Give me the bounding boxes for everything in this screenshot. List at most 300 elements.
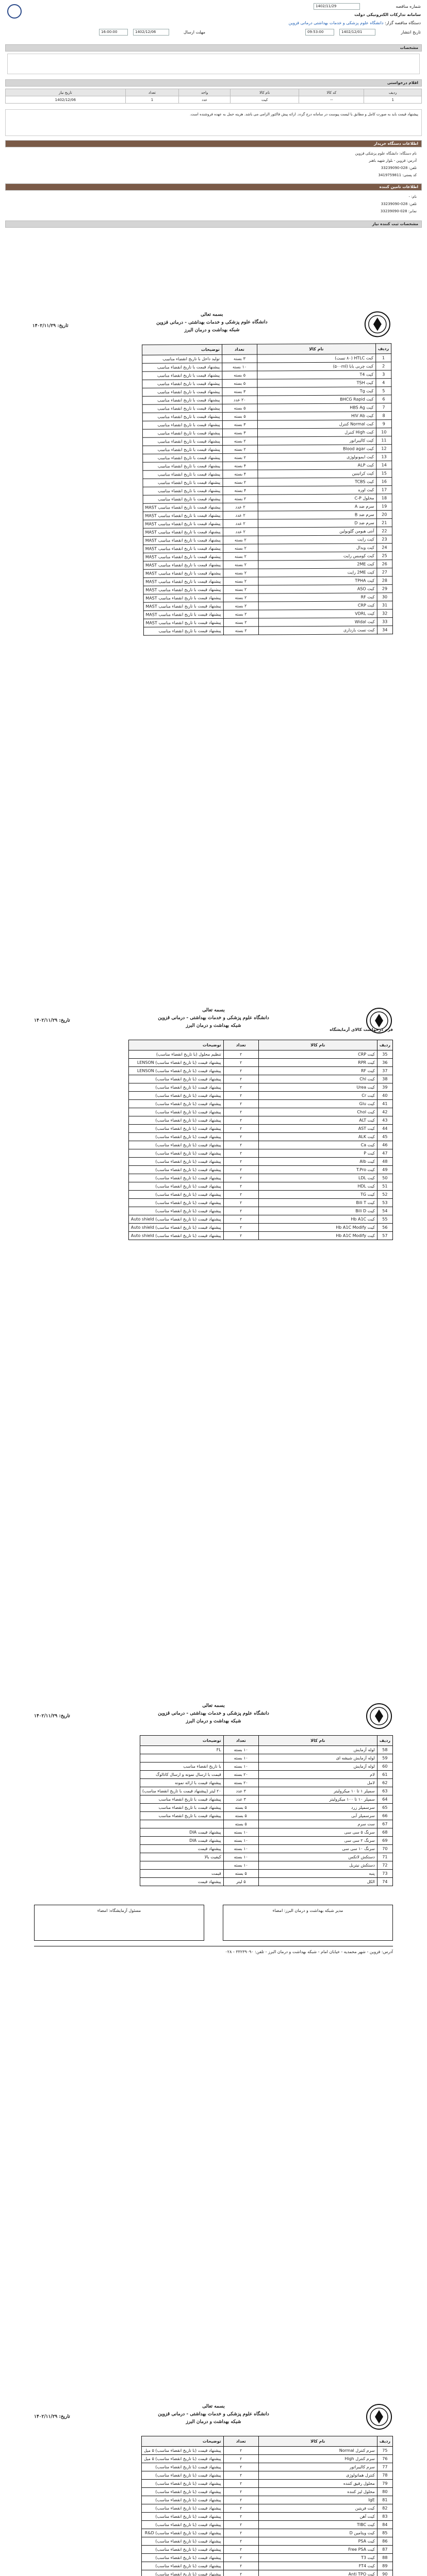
table-cell: پیشنهاد قیمت با تاریخ انقضاء مناسب MAST <box>143 594 223 602</box>
page-title <box>102 1007 325 1030</box>
table-cell: پیشنهاد قیمت (با تاریخ انقضاء مناسب) <box>142 2513 224 2521</box>
table-cell: ۲ <box>223 2562 258 2570</box>
table-row <box>128 1174 392 1182</box>
table-row <box>128 1215 392 1224</box>
table-row <box>142 2570 393 2576</box>
page-title-line: دانشگاه علوم پزشکی و خدمات بهداشتی - درمانی قزوین <box>158 1015 269 1021</box>
table-cell: ۲ <box>223 1166 258 1174</box>
table-cell: 62 <box>377 1779 392 1787</box>
table-cell: 25 <box>376 552 392 560</box>
table-cell: پیشنهاد قیمت (با تاریخ انقضاء مناسب) <box>128 1158 223 1166</box>
table-cell: 75 <box>377 2447 392 2455</box>
table-row <box>142 2529 393 2537</box>
table-cell: دستکش لاتکس <box>258 1853 377 1861</box>
table-cell: کیت TCBS <box>258 478 376 486</box>
items-cell: کیت <box>231 96 299 104</box>
table-cell: پیشنهاد قیمت (با تاریخ انقضاء مناسب) LENSON <box>128 1067 223 1075</box>
table-cell: کیت AST <box>258 1125 377 1133</box>
tender-no-label: شماره مناقصه <box>396 4 421 9</box>
table-row <box>128 1158 392 1166</box>
table-cell: 57 <box>377 1232 392 1240</box>
items-table <box>128 1040 393 1240</box>
table-cell: ۱۰ بسته <box>222 363 257 371</box>
table-cell: کیت Free PSA <box>258 2546 377 2554</box>
page-title-line: دانشگاه علوم پزشکی و خدمات بهداشتی - درمانی قزوین <box>158 2412 269 2417</box>
table-row <box>140 1746 392 1754</box>
table-cell: پیشنهاد قیمت (با تاریخ انقضاء مناسب) <box>128 1199 223 1207</box>
table-cell: ۵ بسته <box>222 371 257 379</box>
university-logo-icon <box>365 2403 393 2431</box>
table-header-cell: تعداد <box>223 1736 258 1746</box>
table-row <box>128 1059 392 1067</box>
table-cell: 21 <box>376 519 392 527</box>
table-cell: ۲ <box>223 1191 258 1199</box>
table-cell: ۲ <box>223 2570 258 2576</box>
table-cell: سرم ضد A <box>258 502 376 511</box>
table-cell: ۵ بسته <box>223 1870 258 1878</box>
table-header-cell: تعداد <box>222 344 257 354</box>
table-cell: کیت PSA <box>258 2537 377 2546</box>
table-cell: 90 <box>377 2570 392 2576</box>
table-cell: پیشنهاد قیمت با تاریخ انقضاء مناسب <box>142 437 222 446</box>
table-row <box>140 1795 392 1804</box>
page-date: تاریخ: ۱۴۰۲/۱۱/۲۹ <box>32 323 69 329</box>
table-cell: IgE <box>258 2496 377 2504</box>
table-cell: ۵ بسته <box>223 1812 258 1820</box>
table-row <box>140 1853 392 1861</box>
table-cell: ۴ بسته <box>223 470 258 478</box>
table-cell: ۲ <box>223 2463 258 2471</box>
table-cell: پیشنهاد قیمت با تاریخ انقضاء مناسب MAST <box>143 585 223 594</box>
table-cell: پیشنهاد قیمت با تاریخ انقضاء مناسب <box>142 429 222 437</box>
table-cell: کیت Tg <box>257 387 376 396</box>
table-cell: کیت RPR <box>258 1059 377 1067</box>
table-cell: 70 <box>377 1845 392 1853</box>
table-cell: 82 <box>377 2504 392 2513</box>
tender-no-field[interactable]: 1402/11/29 <box>314 3 360 10</box>
table-row <box>128 1050 392 1059</box>
table-cell: کیت Urea <box>258 1083 377 1092</box>
table-cell: 51 <box>377 1182 392 1191</box>
table-cell: 20 <box>376 511 392 519</box>
table-cell: ۲ بسته <box>223 594 258 602</box>
table-cell: ۲ <box>223 2455 258 2463</box>
table-cell: ۱۰ بسته <box>223 1754 258 1762</box>
table-cell: ۲ <box>223 1092 258 1100</box>
table-cell: پیشنهاد قیمت (با تاریخ انقضاء مناسب) Auto shield <box>128 1215 223 1224</box>
table-row <box>128 1232 392 1240</box>
table-cell: ۲ <box>223 1108 258 1116</box>
signature-line: مسئول آزمایشگاه: امضاء <box>97 1908 141 1913</box>
table-cell: کیت HBS Ag <box>257 403 376 412</box>
items-cell: 1 <box>125 96 178 104</box>
table-cell: پیشنهاد قیمت (با تاریخ انقضاء مناسب) <box>128 1083 223 1092</box>
table-cell: محلول لیز کننده <box>258 2488 377 2496</box>
table-cell: 81 <box>377 2496 392 2504</box>
table-cell: پیشنهاد قیمت (با تاریخ انقضاء مناسب) <box>142 2546 224 2554</box>
items-header-cell: ردیف <box>364 89 422 96</box>
publish-time-field[interactable]: 09:53:00 <box>305 29 334 36</box>
table-cell: ۲ <box>223 1067 258 1075</box>
table-cell: لامل <box>258 1779 377 1787</box>
page-title-line: بسمه تعالی <box>202 1008 225 1013</box>
table-row <box>128 1141 392 1149</box>
table-cell: الکل <box>258 1878 377 1886</box>
table-cell: کیت ALP <box>258 461 376 470</box>
table-cell: ۳ بسته <box>222 420 257 429</box>
table-cell <box>140 1754 223 1762</box>
items-header-cell: نام کالا <box>231 89 299 96</box>
table-row <box>142 2537 393 2546</box>
items-header-cell: تعداد <box>125 89 178 96</box>
scanned-page <box>30 1005 397 1643</box>
table-row <box>128 1075 392 1083</box>
table-row <box>140 1845 392 1853</box>
page-title-line: دانشگاه علوم پزشکی و خدمات بهداشتی - درمانی قزوین <box>156 319 268 326</box>
table-cell: 44 <box>377 1125 392 1133</box>
table-cell: پیشنهاد قیمت با تاریخ انقضاء مناسب <box>142 445 222 454</box>
table-cell: پیشنهاد قیمت با تاریخ انقضاء مناسب <box>142 371 222 380</box>
table-cell: کیت TIBC <box>258 2521 377 2529</box>
table-cell: پیشنهاد قیمت با تاریخ انقضاء مناسب <box>142 379 222 388</box>
table-row <box>140 1837 392 1845</box>
table-row <box>128 1116 392 1125</box>
table-cell: کیت P <box>258 1149 377 1158</box>
table-cell: 67 <box>377 1820 392 1828</box>
table-cell: پیشنهاد قیمت با تاریخ انقضاء مناسب <box>143 626 223 635</box>
table-cell: FL <box>140 1746 223 1754</box>
table-cell: سرنگ ۱۰ سی سی <box>258 1845 377 1853</box>
table-cell <box>140 1861 223 1870</box>
table-cell: ۱۰ بسته <box>223 1746 258 1754</box>
table-header-cell: ردیف <box>377 1736 392 1746</box>
table-row <box>128 1092 392 1100</box>
table-cell: کیت LDL <box>258 1174 377 1182</box>
table-cell: سرنگ ۵ سی سی <box>258 1828 377 1837</box>
table-cell: ۲ <box>223 1158 258 1166</box>
table-cell: کیت T.Pro <box>258 1166 377 1174</box>
table-cell: 29 <box>377 585 392 593</box>
table-cell: ۱۰ بسته <box>223 1828 258 1837</box>
table-cell: 33 <box>377 618 392 626</box>
table-cell: 14 <box>376 461 392 469</box>
table-cell: ۲ <box>223 2471 258 2480</box>
page-header <box>30 2401 397 2437</box>
table-cell: پیشنهاد قیمت (با تاریخ انقضاء مناسب) <box>128 1141 223 1149</box>
table-cell: ۱۰ بسته <box>223 1861 258 1870</box>
items-cell: عدد <box>179 96 231 104</box>
table-cell: ۵ بسته <box>222 379 257 387</box>
items-row <box>6 96 422 104</box>
table-cell: 2 <box>376 362 391 370</box>
table-cell: 6 <box>376 395 391 403</box>
table-cell: کیت فریتین <box>258 2504 377 2513</box>
table-cell: پیشنهاد قیمت <box>140 1878 223 1886</box>
table-cell: 17 <box>376 486 392 494</box>
table-cell: ست سرم <box>258 1820 377 1828</box>
publish-date-field[interactable]: 1402/12/01 <box>339 29 375 36</box>
table-cell: 42 <box>377 1108 392 1116</box>
table-cell: 30 <box>377 593 392 601</box>
table-header-cell: نام کالا <box>258 1040 377 1050</box>
table-cell: ۴ بسته <box>223 486 258 495</box>
table-cell: 23 <box>376 535 392 544</box>
table-cell: کیت Chol <box>258 1108 377 1116</box>
table-cell: 72 <box>377 1861 392 1870</box>
table-cell: سرم ضد B <box>258 511 376 519</box>
table-cell: پنبه <box>258 1870 377 1878</box>
table-cell: ۲ <box>223 1116 258 1125</box>
deadline-label: مهلت ارسال <box>183 30 205 35</box>
table-cell: پیشنهاد قیمت DIA <box>140 1828 223 1837</box>
table-cell: 27 <box>377 568 392 577</box>
table-cell: 59 <box>377 1754 392 1762</box>
publish-row <box>401 29 421 36</box>
table-cell: ۲ <box>223 1224 258 1232</box>
table-cell: کیت ویتامین D <box>258 2529 377 2537</box>
table-cell: ۲ <box>223 1100 258 1108</box>
table-row <box>140 1861 392 1870</box>
table-cell: 88 <box>377 2554 392 2562</box>
tender-form <box>0 0 427 289</box>
table-cell: ۵ بسته <box>222 412 257 420</box>
table-cell: ۲ عدد <box>223 519 258 528</box>
table-cell: پیشنهاد قیمت با تاریخ انقضاء مناسب <box>143 486 223 495</box>
table-cell: 89 <box>377 2562 392 2570</box>
table-cell: ۱۰ بسته <box>223 1845 258 1853</box>
table-cell: 16 <box>376 478 392 486</box>
table-cell: پیشنهاد قیمت با تاریخ انقضاء مناسب MAST <box>143 602 223 611</box>
table-header-cell: توضیحات <box>128 1040 223 1050</box>
deadline-date-field[interactable]: 1402/12/06 <box>133 29 169 36</box>
page-title-line: شبکه بهداشت و درمان البرز <box>184 327 240 333</box>
table-cell: کیت Alb <box>258 1158 377 1166</box>
table-cell: آنتی هیومن گلوبولین <box>258 527 376 536</box>
signature-box <box>34 1905 204 1941</box>
table-row <box>128 1207 392 1215</box>
table-cell: کیت ASO <box>258 585 377 594</box>
table-cell: کیت Hb A1C <box>258 1215 377 1224</box>
org-link[interactable]: دانشگاه علوم پزشکی و خدمات بهداشتی درمانی قزوین <box>288 21 384 25</box>
buyer-line: تلفن: 028-33239090 <box>381 166 417 170</box>
table-cell: ۲ بسته <box>223 561 258 569</box>
scanned-page <box>30 1700 397 2342</box>
table-cell: ۳ بسته <box>222 387 257 396</box>
table-cell: پیشنهاد قیمت (با تاریخ انقضاء مناسب) <box>128 1182 223 1191</box>
table-cell: 77 <box>377 2463 392 2471</box>
table-row <box>140 1878 392 1886</box>
table-cell: کیت High کنترل <box>257 428 376 437</box>
table-cell <box>140 1820 223 1828</box>
table-cell: ۲ <box>223 1215 258 1224</box>
table-cell: کیت Glu <box>258 1100 377 1108</box>
table-cell: کیت ویدال <box>258 544 376 552</box>
site-logo-icon <box>7 4 22 19</box>
table-cell: 32 <box>377 609 392 618</box>
university-logo-icon <box>364 310 391 338</box>
table-row <box>128 1067 392 1075</box>
table-cell: 31 <box>377 601 392 609</box>
table-cell: 73 <box>377 1870 392 1878</box>
table-cell: 4 <box>376 379 391 387</box>
table-cell: ۲ بسته <box>223 577 258 585</box>
table-cell: کیت چربی بابا (۵۰۰ml) <box>257 362 376 371</box>
items-cell: 1 <box>364 96 422 104</box>
table-cell: پیشنهاد قیمت (با تاریخ انقضاء مناسب) <box>142 2562 224 2570</box>
table-cell: ۲ بسته <box>223 544 258 552</box>
table-cell: ۲ عدد <box>223 528 258 536</box>
table-cell: پیشنهاد قیمت با تاریخ انقضاء مناسب <box>142 404 222 413</box>
table-cell: ۲ عدد <box>223 511 258 519</box>
specs-box <box>7 54 420 74</box>
table-cell: 76 <box>377 2455 392 2463</box>
table-cell: 19 <box>376 502 392 511</box>
table-cell: لوله آزمایش <box>258 1746 377 1754</box>
table-cell: 34 <box>377 626 392 634</box>
table-cell: سمپلر ۱۰ تا ۱۰۰ میکرولیتر <box>258 1795 377 1804</box>
table-cell: ۲ بسته <box>223 610 258 618</box>
table-cell: محلول C-P <box>258 494 376 503</box>
table-row <box>128 1191 392 1199</box>
table-cell: پیشنهاد قیمت (با تاریخ انقضاء مناسب) <box>128 1075 223 1083</box>
table-header-cell: ردیف <box>375 344 391 354</box>
table-cell: پیشنهاد قیمت (با تاریخ انقضاء مناسب) <box>128 1191 223 1199</box>
table-cell: کیت Blood agar <box>257 445 376 453</box>
items-table <box>141 2436 393 2576</box>
table-cell: کیت Hb A1C Modify <box>258 1224 377 1232</box>
table-cell: 24 <box>376 544 392 552</box>
table-header-cell: ردیف <box>377 1040 392 1050</box>
table-row <box>142 2447 393 2455</box>
table-cell: ۲۰ بسته <box>223 1779 258 1787</box>
table-cell: کیت کومبس رایت <box>258 552 376 561</box>
table-row <box>128 1149 392 1158</box>
table-row <box>142 2480 393 2488</box>
table-cell: ۲ <box>223 2447 258 2455</box>
table-cell: کیت RF <box>258 1067 377 1075</box>
table-cell: کیت HTLC (۸۰ تست) <box>257 354 375 363</box>
table-cell: 79 <box>377 2480 392 2488</box>
table-cell: 1 <box>375 354 391 362</box>
table-row <box>140 1779 392 1787</box>
table-cell: 58 <box>377 1746 392 1754</box>
table-cell: پیشنهاد قیمت (با تاریخ انقضاء مناسب) ۵ میل <box>142 2455 224 2463</box>
table-cell: ۲ <box>223 1083 258 1092</box>
table-cell: پیشنهاد قیمت (با تاریخ انقضاء مناسب) <box>128 1133 223 1141</box>
buyer-line: کد پستی: 3419759811 <box>378 173 417 177</box>
scanned-page <box>28 308 399 957</box>
table-cell: 47 <box>377 1149 392 1158</box>
table-cell: پیشنهاد قیمت با تاریخ انقضاء مناسب MAST <box>143 561 223 569</box>
table-cell: کیت Ca <box>258 1141 377 1149</box>
site-title: سامانه تدارکات الکترونیکی دولت <box>354 12 421 17</box>
page-title-line: بسمه تعالی <box>200 312 223 318</box>
deadline-row <box>184 29 205 36</box>
table-cell: پیشنهاد قیمت با تاریخ انقضاء مناسب <box>142 470 222 479</box>
table-cell: پیشنهاد قیمت (با تاریخ انقضاء مناسب) <box>128 1207 223 1215</box>
table-row <box>142 2488 393 2496</box>
table-row <box>142 2463 393 2471</box>
table-cell: پیشنهاد قیمت با تاریخ انقضاء مناسب <box>142 396 222 404</box>
table-cell: 10 <box>376 428 391 436</box>
table-cell: ۲ <box>223 1059 258 1067</box>
table-cell: ۲ <box>223 1174 258 1182</box>
table-cell: ۲ بسته <box>223 618 258 626</box>
table-cell: 60 <box>377 1762 392 1771</box>
table-cell: ۲ <box>223 2554 258 2562</box>
items-table <box>5 89 422 104</box>
deadline-time-field[interactable]: 16:00:00 <box>99 29 128 36</box>
table-row <box>128 1133 392 1141</box>
table-cell: سرسمپلر آبی <box>258 1812 377 1820</box>
table-cell: سمپلر ۱ تا ۱۰ میکرولیتر <box>258 1787 377 1795</box>
table-cell: پیشنهاد قیمت با تاریخ انقضاء مناسب MAST <box>143 577 223 586</box>
table-cell: 63 <box>377 1787 392 1795</box>
table-cell: دستکش نیتریل <box>258 1861 377 1870</box>
table-cell: سرم کالیبراتور <box>258 2463 377 2471</box>
table-row <box>128 1224 392 1232</box>
table-cell: کیت تست بارداری <box>258 626 377 635</box>
scanned-page <box>30 2401 397 2576</box>
table-cell: پیشنهاد قیمت با تاریخ انقضاء مناسب MAST <box>143 536 223 545</box>
table-cell: کیت CRP <box>258 601 377 610</box>
table-row <box>142 2546 393 2554</box>
table-cell: پیشنهاد قیمت با تاریخ انقضاء مناسب <box>142 387 222 396</box>
table-cell: ۲ <box>223 2504 258 2513</box>
table-cell: ۲ <box>223 2537 258 2546</box>
table-cell: 28 <box>377 577 392 585</box>
table-row <box>140 1771 392 1779</box>
table-cell: سرم کنترل High <box>258 2455 377 2463</box>
table-cell: لوله آزمایش شیشه ای <box>258 1754 377 1762</box>
table-header-cell: تعداد <box>223 1040 258 1050</box>
table-cell: کیفیت بالا <box>140 1853 223 1861</box>
table-cell: ۲ <box>223 1207 258 1215</box>
table-header-cell: نام کالا <box>257 344 375 354</box>
page-title <box>102 2403 325 2426</box>
table-cell: 78 <box>377 2471 392 2480</box>
table-cell: ۲ بسته <box>223 585 258 594</box>
table-cell: 35 <box>377 1050 392 1059</box>
table-cell: کیت HDL <box>258 1182 377 1191</box>
table-row <box>142 2554 393 2562</box>
table-cell: ۵ بسته <box>223 1804 258 1812</box>
table-cell: ۲ بسته <box>223 478 258 486</box>
table-header-cell: تعداد <box>223 2436 258 2447</box>
buyer-line: نام دستگاه: دانشگاه علوم پزشکی قزوین <box>355 151 417 156</box>
table-cell: ۲ بسته <box>222 453 257 462</box>
supplier-line: تلفن: 028-33239090 <box>381 202 417 206</box>
table-cell: کیت BHCG Rapid <box>257 395 376 404</box>
items-band: اقلام درخواستی <box>5 79 422 87</box>
table-cell: پیشنهاد قیمت (با تاریخ انقضاء مناسب) <box>142 2471 224 2480</box>
table-row <box>142 2513 393 2521</box>
table-cell: کیت آهن <box>258 2513 377 2521</box>
table-header-cell: توضیحات <box>140 1736 223 1746</box>
table-cell: کیت کالیبراتور <box>257 436 376 445</box>
table-cell: پیشنهاد قیمت با تاریخ انقضاء مناسب MAST <box>143 503 223 512</box>
table-cell: کیت TPHA <box>258 577 377 585</box>
table-cell: ۲ <box>223 1133 258 1141</box>
table-cell: ۲ بسته <box>223 602 258 610</box>
table-header-cell: توضیحات <box>142 2436 224 2447</box>
table-cell: ۲ بسته <box>223 569 258 577</box>
table-cell: پیشنهاد قیمت با ارائه نمونه <box>140 1779 223 1787</box>
table-cell: ۲ <box>223 2529 258 2537</box>
table-cell: کیت Widal <box>258 618 377 626</box>
table-cell: 55 <box>377 1215 392 1224</box>
table-cell: تنظیم محلول (با تاریخ انقضاء مناسب) <box>128 1050 223 1059</box>
